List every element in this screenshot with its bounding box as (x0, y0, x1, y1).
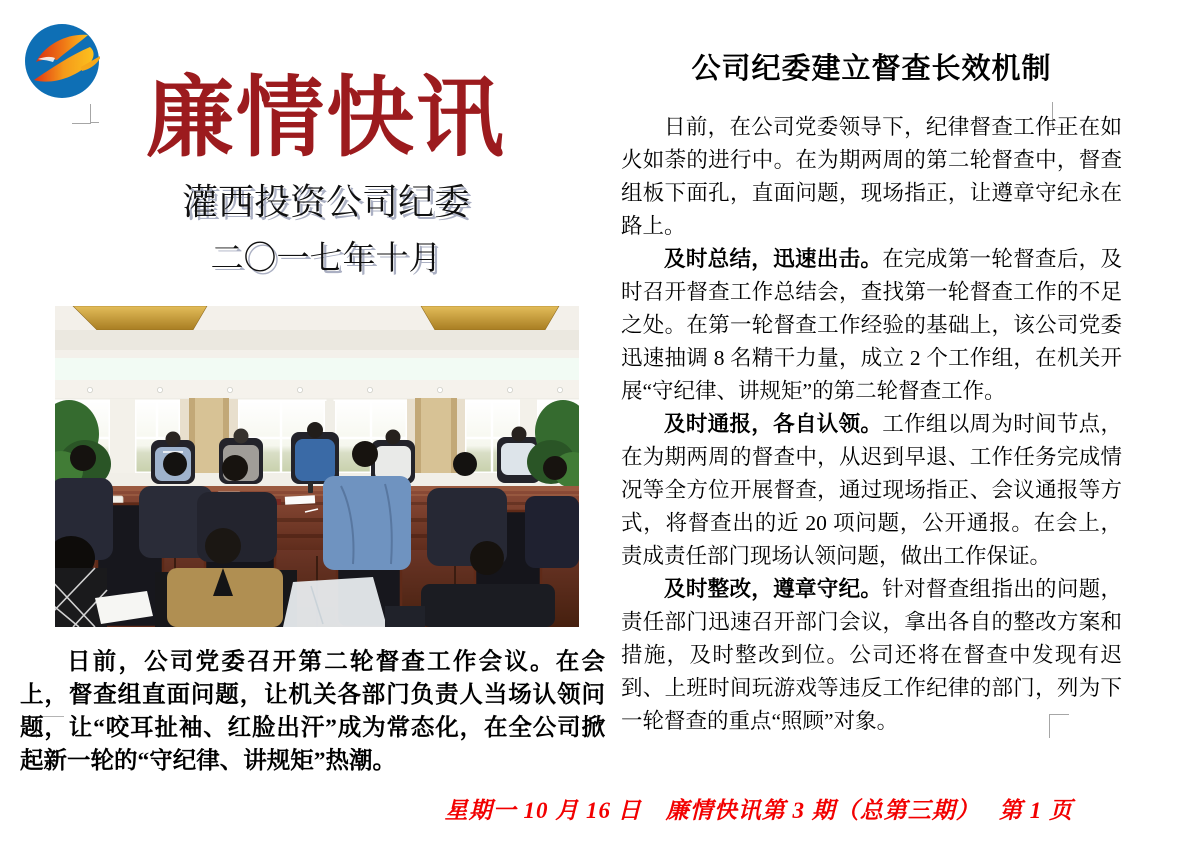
article-paragraph: 及时通报，各自认领。工作组以周为时间节点，在为期两周的督查中，从迟到早退、工作任务完成情况等全方位开展督查，通过现场指正、会议通报等方式，将督查出的近 20 项问题，公开通报。在会上，责成责任部门现场认领问题，做出工作保证。 (621, 412, 1122, 568)
newsletter-title: 廉情快讯 (145, 66, 506, 169)
paragraph-lead: 及时整改，遵章守纪。 (664, 577, 883, 601)
newsletter-organization: 灌西投资公司纪委 (181, 182, 470, 222)
right-article (621, 46, 1122, 738)
paragraph-lead: 及时总结，迅速出击。 (664, 247, 883, 271)
article-headline: 公司纪委建立督查长效机制 (691, 53, 1052, 85)
article-body (621, 111, 1122, 738)
article-paragraph: 及时整改，遵章守纪。针对督查组指出的问题，责任部门迅速召开部门会议，拿出各自的整改方案和措施，及时整改到位。公司还将在督查中发现有迟到、上班时间玩游戏等违反工作纪律的部门，列为下一轮督查的重点“照顾”对象。 (621, 577, 1122, 733)
article-paragraph: 及时总结，迅速出击。在完成第一轮督查后，及时召开督查工作总结会，查找第一轮督查工作的不足之处。在第一轮督查工作经验的基础上，该公司党委迅速抽调 8 名精干力量，成立 2 个工作组，在机关开展“守纪律、讲规矩”的第二轮督查工作。 (621, 247, 1122, 403)
article-paragraph: 日前，在公司党委领导下，纪律督查工作正在如火如荼的进行中。在为期两周的第二轮督查中，督查组板下面孔，直面问题，现场指正，让遵章守纪永在路上。 (621, 115, 1122, 238)
meeting-photo (55, 306, 579, 627)
newsletter-issue-date: 二〇一七年十月 (210, 241, 442, 277)
paragraph-lead: 及时通报，各自认领。 (664, 412, 883, 436)
issue-footer: 星期一 10 月 16 日 廉情快讯第 3 期（总第三期） 第 1 页 (444, 798, 1073, 823)
left-article-paragraph: 日前，公司党委召开第二轮督查工作会议。在会上，督查组直面问题，让机关各部门负责人当场认领问题，让“咬耳扯袖、红脸出汗”成为常态化，在全公司掀起新一轮的“守纪律、讲规矩”热潮。 (20, 649, 605, 774)
